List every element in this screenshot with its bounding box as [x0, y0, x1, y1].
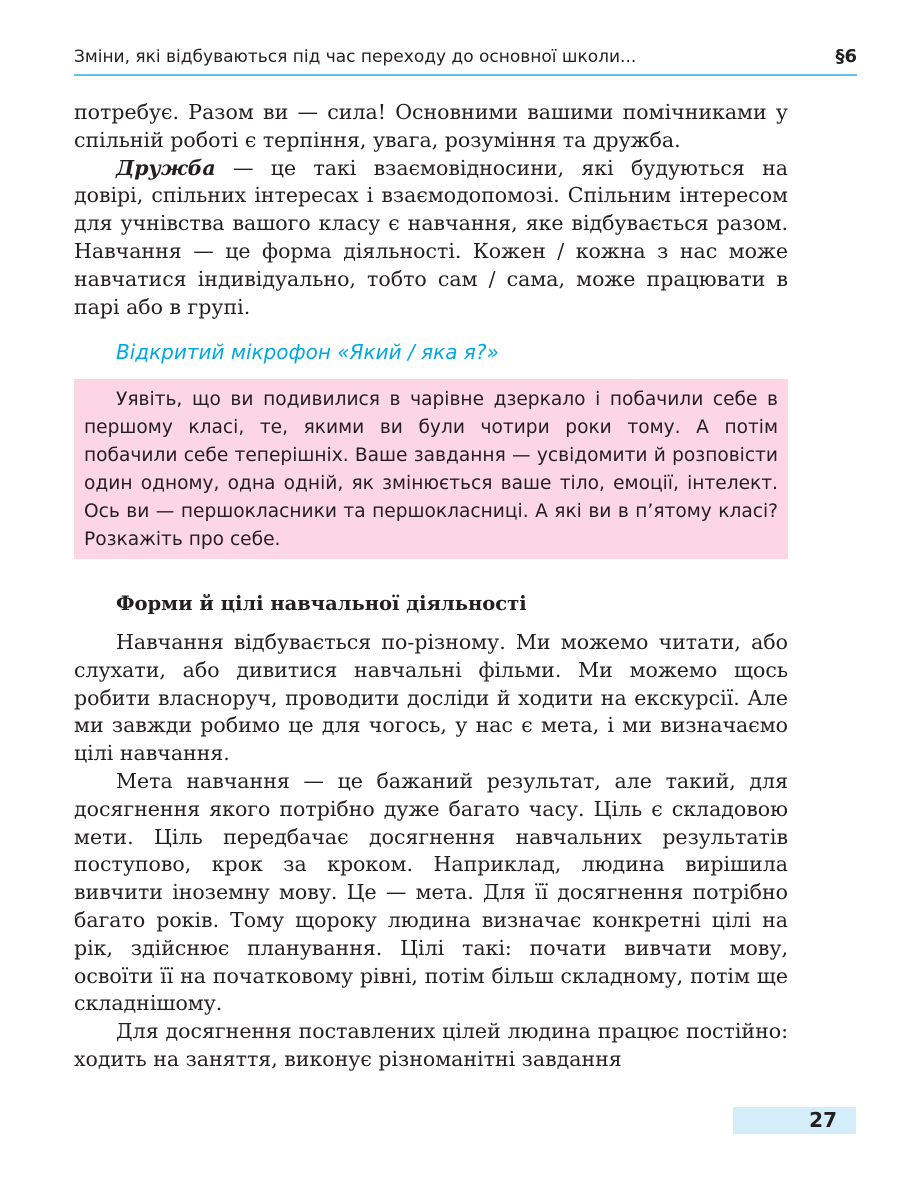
paragraph-goal-achievement: Для досягнення поставлених цілей людина працює постійно: ходить на заняття, виконує різноманітні завдання [74, 1019, 788, 1071]
activity-text: Уявіть, що ви подивилися в чарівне дзеркало і побачили себе в першому класі, те, якими ви були чотири роки тому. А потім побачили себе теперішніх. Ваше завдання — усвідомити й розповісти один одному, одна одній, як змінюється ваше тіло, емоції, інтелект. Ось ви — першокласники та першокласниці. А які ви в п’ятому класі? Розкажіть про себе. [84, 389, 778, 551]
friendship-paragraph [74, 155, 788, 322]
section-heading: Форми й цілі навчальної діяльності [116, 592, 527, 615]
section-text [74, 629, 788, 1074]
friendship-term: Дружба [116, 155, 216, 180]
page-number-bar [733, 1107, 856, 1134]
page-number: 27 [809, 1108, 837, 1132]
friendship-definition: — це такі взаємовідносини, які будуються на довірі, спільних інтересах і взаємодопомозі. Спільним інтересом для учнівства вашого класу є навчання, яке відбувається разом. Навчання — це форма діяльності. Кожен / кожна з нас може навчатися індивідуально, тобто сам / сама, може працювати в парі або в групі. [74, 155, 788, 319]
continuation-paragraph: потребує. Разом ви — сила! Основними вашими помічниками у спільній роботі є терпіння, увага, розуміння та дружба. [74, 100, 788, 152]
running-header [74, 44, 857, 76]
chapter-title: Зміни, які відбуваються під час переходу до основної школи... [74, 47, 637, 67]
paragraph-learning-forms: Навчання відбувається по-різному. Ми можемо читати, або слухати, або дивитися навчальні фільми. Ми можемо щось робити власноруч, проводити досліди й ходити на екскурсії. Але ми завжди робимо це для чогось, у нас є мета, і ми визначаємо цілі навчання. [74, 630, 788, 766]
paragraph-goal-definition: Мета навчання — це бажаний результат, але такий, для досягнення якого потрібно дуже багато часу. Ціль є складовою мети. Ціль передбачає досягнення навчальних результатів поступово, крок за кроком. Наприклад, людина вирішила вивчити іноземну мову. Це — мета. Для її досягнення потрібно багато років. Тому щороку людина визначає конкретні цілі на рік, здійснює планування. Цілі такі: почати вивчати мову, освоїти її на початковому рівні, потім більш складному, потім ще складнішому. [74, 768, 788, 1016]
section-number: §6 [835, 46, 857, 67]
intro-text [74, 99, 788, 321]
activity-title: Відкритий мікрофон «Який / яка я?» [116, 340, 499, 364]
